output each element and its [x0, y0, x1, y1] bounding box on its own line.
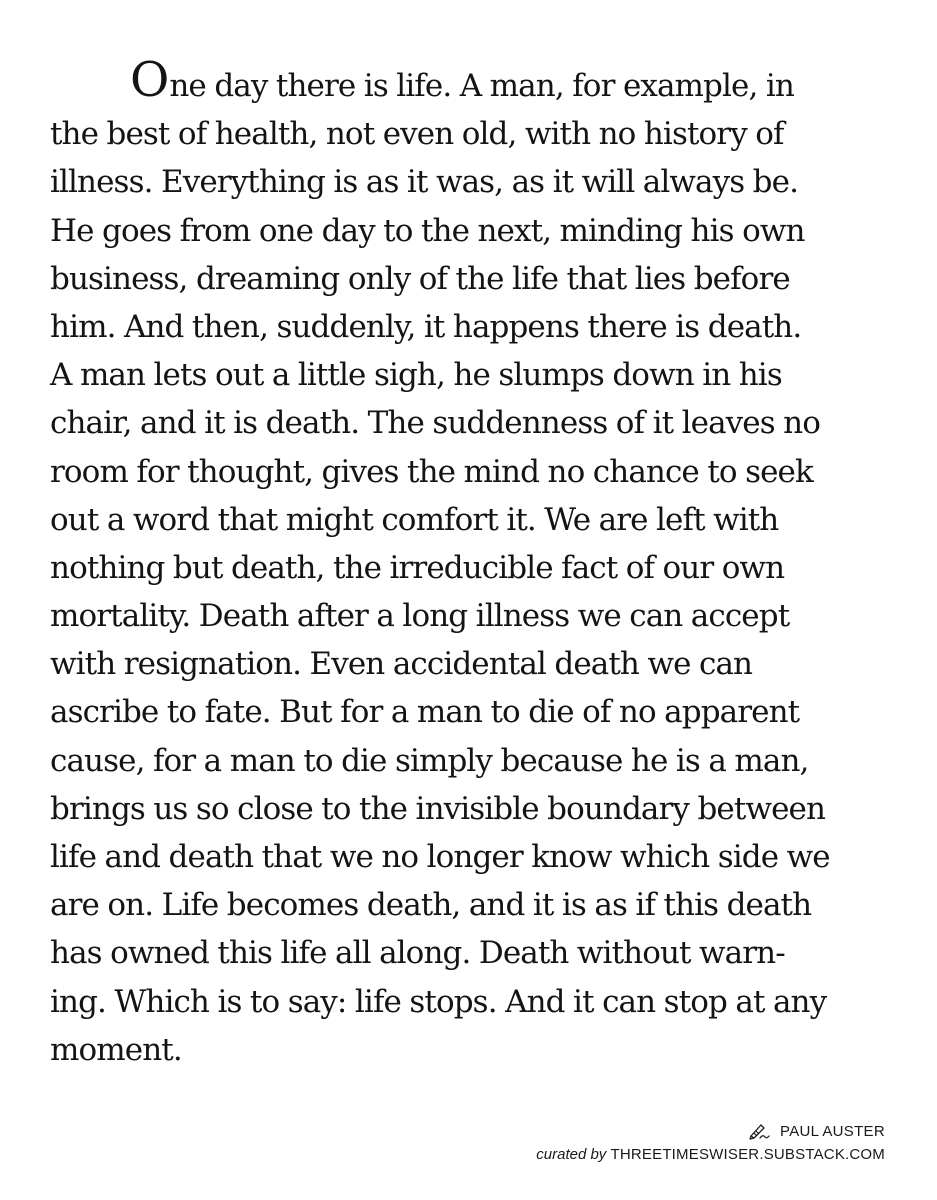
author-line: [536, 1119, 885, 1143]
passage-line-10: out a word that might comfort it. We are left with: [50, 501, 779, 538]
author-name: PAUL AUSTER: [780, 1122, 885, 1140]
drop-cap: O: [130, 52, 170, 108]
passage-line-1: [50, 52, 910, 110]
quote-passage: [50, 52, 910, 1074]
passage-line-21: moment.: [50, 1031, 182, 1068]
passage-line-4: He goes from one day to the next, minding his own: [50, 212, 805, 249]
passage-line-16: brings us so close to the invisible boundary between: [50, 790, 826, 827]
passage-line-20: ing. Which is to say: life stops. And it can stop at any: [50, 983, 827, 1020]
pen-writing-icon: [748, 1122, 770, 1140]
attribution: [536, 1119, 885, 1167]
passage-line-19: has owned this life all along. Death without warn-: [50, 935, 785, 972]
passage-line-9: room for thought, gives the mind no chance to seek: [50, 453, 813, 490]
passage-line-8: chair, and it is death. The suddenness of it leaves no: [50, 405, 821, 442]
passage-line-text: ne day there is life. A man, for example, in: [169, 68, 794, 104]
passage-line-13: with resignation. Even accidental death we can: [50, 646, 753, 683]
passage-line-15: cause, for a man to die simply because he is a man,: [50, 742, 809, 779]
passage-line-7: A man lets out a little sigh, he slumps down in his: [50, 357, 782, 394]
passage-line-11: nothing but death, the irreducible fact of our own: [50, 549, 785, 586]
curated-line: [536, 1143, 885, 1167]
passage-line-17: life and death that we no longer know which side we: [50, 839, 830, 875]
passage-line-2: the best of health, not even old, with no history of: [50, 116, 784, 153]
passage-line-6: him. And then, suddenly, it happens there is death.: [50, 308, 802, 345]
passage-line-3: illness. Everything is as it was, as it will always be.: [50, 164, 799, 201]
passage-line-5: business, dreaming only of the life that lies before: [50, 260, 790, 297]
curator-site: THREETIMESWISER.SUBSTACK.COM: [610, 1146, 885, 1163]
passage-line-12: mortality. Death after a long illness we can accept: [50, 598, 790, 635]
passage-line-18: are on. Life becomes death, and it is as if this death: [50, 887, 812, 924]
curated-prefix: curated by: [536, 1146, 607, 1163]
passage-line-14: ascribe to fate. But for a man to die of no apparent: [50, 694, 800, 731]
